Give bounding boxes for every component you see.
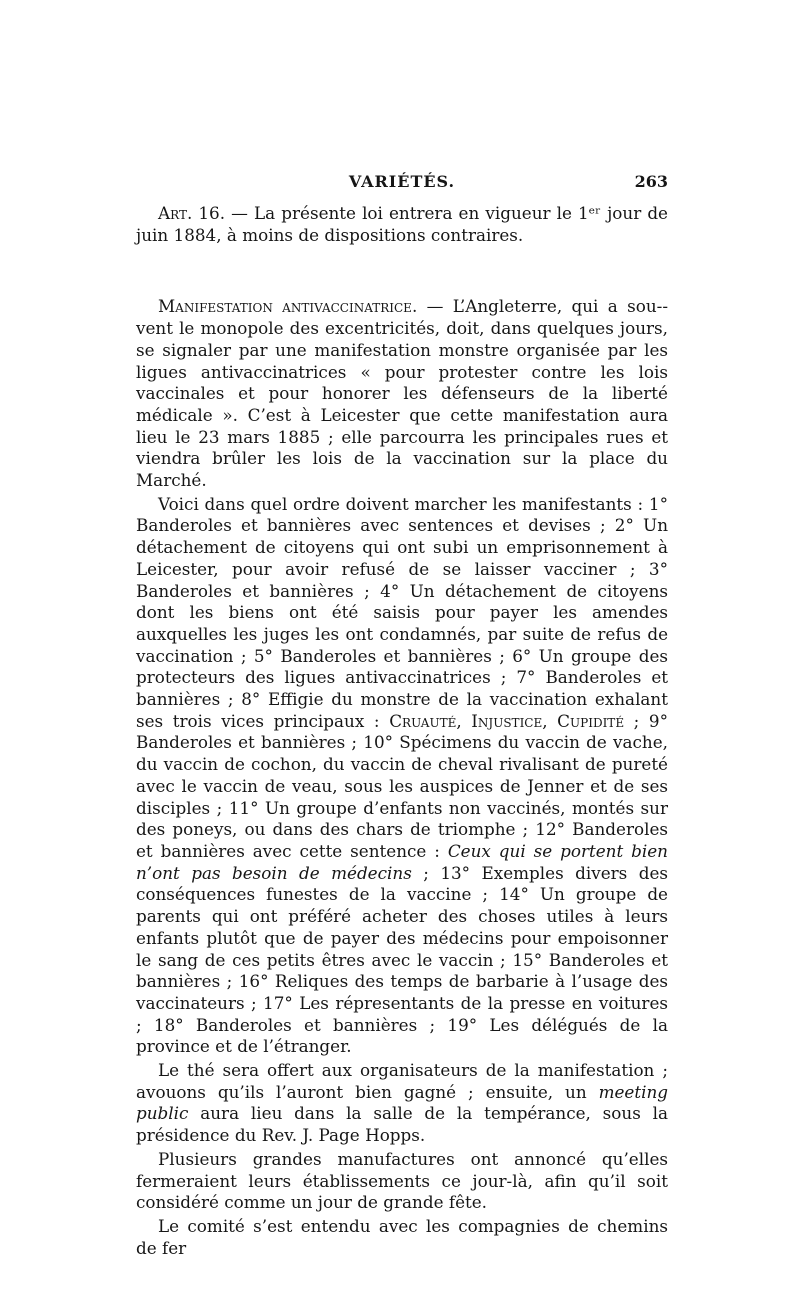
page-body bbox=[136, 203, 668, 1259]
procession-order-paragraph bbox=[136, 494, 668, 1058]
factories-paragraph: Plusieurs grandes manufactures ont annoncé qu’elles fermeraient leurs établissements ce jour-là, afin qu’il soit considéré comme un jour de grande fête. bbox=[136, 1148, 668, 1213]
three-vices: Cruauté, Injustice, Cupidité bbox=[389, 710, 625, 731]
section-intro-text: — L’Angleterre, qui a sou-vent le monopole des excentricités, doit, dans quelques jours, se signaler par une manifestation monstre organisée par les ligues antivaccinatrices « pour protester contre les lois vaccinales et pour honorer les défenseurs de la liberté médicale ». C’est à Leicester que cette manifestation aura lieu le 23 mars 1885 ; elle parcourra les principales rues et viendra brûler les lois de la vaccination sur la place du Marché. bbox=[136, 296, 668, 491]
tea-meeting-paragraph bbox=[136, 1060, 668, 1147]
procession-text-a: Voici dans quel ordre doivent marcher les manifestants : 1° Banderoles et bannières avec sentences et devises ; 2° Un détachement de citoyens qui ont subi un emprisonnement à Leicester, pour avoir refusé de se laisser vacciner ; 3° Banderoles et bannières ; 4° Un détachement de citoyens dont les biens ont été saisis pour payer les amendes auxquelles les juges les ont condamnés, par suite de refus de vaccination ; 5° Banderoles et bannières ; 6° Un groupe des protecteurs des ligues antivaccinatrices ; 7° Banderoles et bannières ; 8° Effigie du monstre de la vaccination exhalant ses trois vices principaux : bbox=[136, 493, 668, 731]
page-number: 263 bbox=[634, 172, 668, 191]
article-label: Art. 16. bbox=[158, 203, 226, 223]
running-head-title: VARIÉTÉS. bbox=[348, 172, 456, 191]
article-text: — La présente loi entrera en vigueur le 1ᵉʳ jour de juin 1884, à moins de dispositions contraires. bbox=[136, 203, 668, 245]
section-heading: Manifestation antivaccinatrice. bbox=[158, 296, 418, 317]
section-intro-paragraph bbox=[136, 296, 668, 491]
procession-text-c: ; 13° Exemples divers des conséquences funestes de la vaccine ; 14° Un groupe de parents qui ont préféré acheter des choses utiles à leurs enfants plutôt que de payer des médecins pour empoisonner le sang de ces petits êtres avec le vaccin ; 15° Banderoles et bannières ; 16° Reliques des temps de barbarie à l’usage des vaccinateurs ; 17° Les répresentants de la presse en voitures ; 18° Banderoles et bannières ; 19° Les délégués de la province et de l’étranger. bbox=[136, 862, 668, 1057]
tea-text-a: Le thé sera offert aux organisateurs de la manifestation ; avouons qu’ils l’auront bien gagné ; ensuite, un bbox=[136, 1060, 668, 1102]
meeting-public-term: meeting public bbox=[136, 1081, 668, 1124]
railway-paragraph: Le comité s’est entendu avec les compagnies de chemins de fer bbox=[136, 1215, 668, 1258]
banner-motto: Ceux qui se portent bien n’ont pas besoin de médecins bbox=[136, 840, 668, 883]
article-paragraph bbox=[136, 203, 668, 246]
running-head bbox=[136, 172, 668, 196]
tea-text-b: aura lieu dans la salle de la tempérance, sous la présidence du Rev. J. Page Hopps. bbox=[136, 1103, 668, 1146]
procession-text-b: ; 9° Banderoles et bannières ; 10° Spécimens du vaccin de vache, du vaccin de cochon, du vaccin de cheval rivalisant de pureté avec le vaccin de veau, sous les auspices de Jenner et de ses disciples ; 11° Un groupe d’enfants non vaccinés, montés sur des poneys, ou dans des chars de triomphe ; 12° Banderoles et bannières avec cette sentence : bbox=[136, 710, 669, 861]
